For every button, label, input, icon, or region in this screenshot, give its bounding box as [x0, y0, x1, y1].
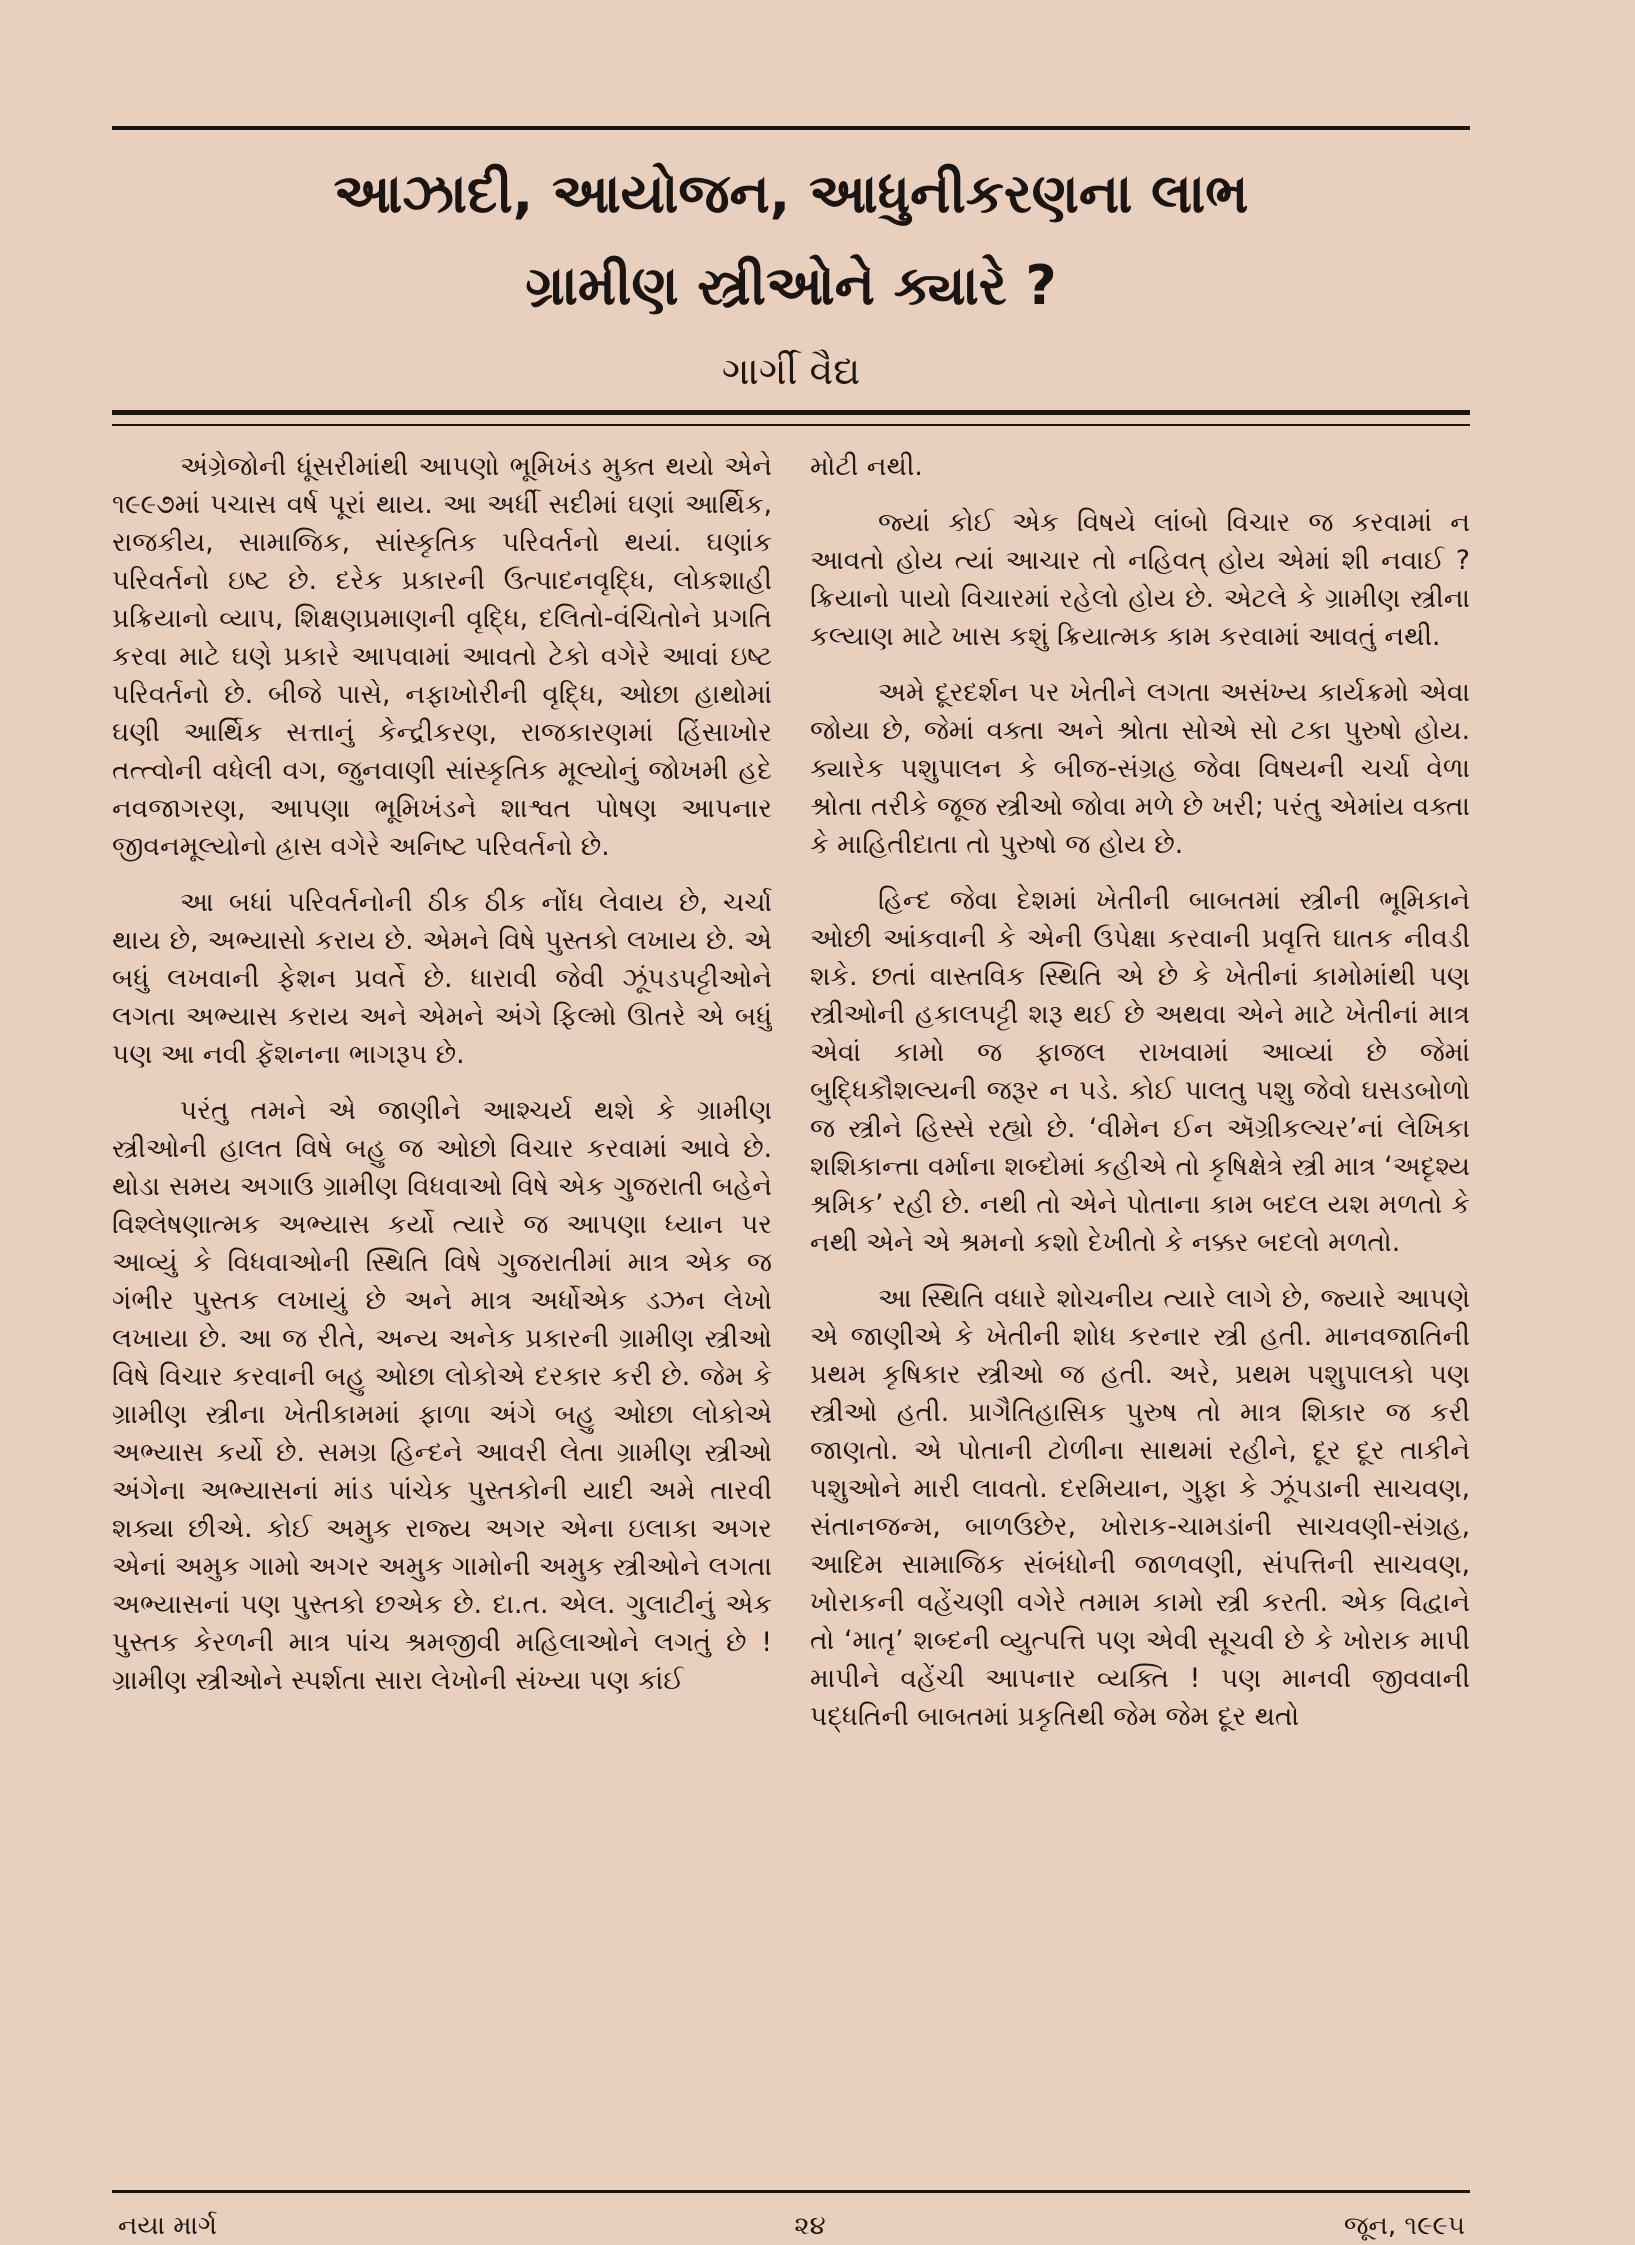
footer-page-number: ૨૪	[794, 2211, 826, 2241]
right-column	[810, 448, 1470, 2038]
footer-issue-date: જૂન, ૧૯૯૫	[1343, 2211, 1465, 2241]
footer-rule	[112, 2190, 1470, 2193]
article-title-line-1: આઝાદી, આયોજન, આધુનીકરણના લાભ	[333, 162, 1249, 225]
title-rule-thick	[112, 410, 1470, 415]
footer-magazine-name: નયા માર્ગ	[118, 2211, 218, 2241]
right-paragraph-5: આ સ્થિતિ વધારે શોચનીય ત્યારે લાગે છે, જ્યારે આપણે એ જાણીએ કે ખેતીની શોધ કરનાર સ્ત્રી હતી. માનવજાતિની પ્રથમ કૃષિકાર સ્ત્રીઓ જ હતી. અરે, પ્રથમ પશુપાલકો પણ સ્ત્રીઓ હતી. પ્રાગૈતિહાસિક પુરુષ તો માત્ર શિકાર જ કરી જાણતો. એ પોતાની ટોળીના સાથમાં રહીને, દૂર દૂર તાકીને પશુઓને મારી લાવતો. દરમિયાન, ગુફા કે ઝૂંપડાની સાચવણ, સંતાનજન્મ, બાળઉછેર, ખોરાક-ચામડાંની સાચવણી-સંગ્રહ, આદિમ સામાજિક સંબંધોની જાળવણી, સંપત્તિની સાચવણ, ખોરાકની વહેંચણી વગેરે તમામ કામો સ્ત્રી કરતી. એક વિદ્વાને તો ‘માતૃ’ શબ્દની વ્યુત્પત્તિ પણ એવી સૂચવી છે કે ખોરાક માપી માપીને વહેંચી આપનાર વ્યક્તિ ! પણ માનવી જીવવાની પદ્ધતિની બાબતમાં પ્રકૃતિથી જેમ જેમ દૂર થતો	[810, 1283, 1470, 1732]
right-paragraph-2: જ્યાં કોઈ એક વિષયે લાંબો વિચાર જ કરવામાં ન આવતો હોય ત્યાં આચાર તો નહિવત્ હોય એમાં શી નવાઈ ? ક્રિયાનો પાયો વિચારમાં રહેલો હોય છે. એટલે કે ગ્રામીણ સ્ત્રીના કલ્યાણ માટે ખાસ કશું ક્રિયાત્મક કામ કરવામાં આવતું નથી.	[810, 507, 1470, 652]
left-paragraph-3: પરંતુ તમને એ જાણીને આશ્ચર્ય થશે કે ગ્રામીણ સ્ત્રીઓની હાલત વિષે બહુ જ ઓછો વિચાર કરવામાં આવે છે. થોડા સમય અગાઉ ગ્રામીણ વિધવાઓ વિષે એક ગુજરાતી બહેને વિશ્લેષણાત્મક અભ્યાસ કર્યો ત્યારે જ આપણા ધ્યાન પર આવ્યું કે વિધવાઓની સ્થિતિ વિષે ગુજરાતીમાં માત્ર એક જ ગંભીર પુસ્તક લખાયું છે અને માત્ર અર્ધોએક ડઝન લેખો લખાયા છે. આ જ રીતે, અન્ય અનેક પ્રકારની ગ્રામીણ સ્ત્રીઓ વિષે વિચાર કરવાની બહુ ઓછા લોકોએ દરકાર કરી છે. જેમ કે ગ્રામીણ સ્ત્રીના ખેતીકામમાં ફાળા અંગે બહુ ઓછા લોકોએ અભ્યાસ કર્યો છે. સમગ્ર હિન્દને આવરી લેતા ગ્રામીણ સ્ત્રીઓ અંગેના અભ્યાસનાં માંડ પાંચેક પુસ્તકોની યાદી અમે તારવી શક્યા છીએ. કોઈ અમુક રાજ્ય અગર એના ઇલાકા અગર એનાં અમુક ગામો અગર અમુક ગામોની અમુક સ્ત્રીઓને લગતા અભ્યાસનાં પણ પુસ્તકો છએક છે. દા.ત. એલ. ગુલાટીનું એક પુસ્તક કેરળની માત્ર પાંચ શ્રમજીવી મહિલાઓને લગતું છે ! ગ્રામીણ સ્ત્રીઓને સ્પર્શતા સારા લેખોની સંખ્યા પણ કાંઈ	[112, 1095, 772, 1696]
right-paragraph-4: હિન્દ જેવા દેશમાં ખેતીની બાબતમાં સ્ત્રીની ભૂમિકાને ઓછી આંકવાની કે એની ઉપેક્ષા કરવાની પ્રવૃત્તિ ઘાતક નીવડી શકે. છતાં વાસ્તવિક સ્થિતિ એ છે કે ખેતીનાં કામોમાંથી પણ સ્ત્રીઓની હકાલપટ્ટી શરૂ થઈ છે અથવા એને માટે ખેતીનાં માત્ર એવાં કામો જ ફાજલ રાખવામાં આવ્યાં છે જેમાં બુદ્ધિકૌશલ્યની જરૂર ન પડે. કોઈ પાલતુ પશુ જેવો ઘસડબોળો જ સ્ત્રીને હિસ્સે રહ્યો છે. ‘વીમેન ઈન ઍગ્રીકલ્ચર’નાં લેખિકા શશિકાન્તા વર્માના શબ્દોમાં કહીએ તો કૃષિક્ષેત્રે સ્ત્રી માત્ર ‘અદૃશ્ય શ્રમિક’ રહી છે. નથી તો એને પોતાના કામ બદલ યશ મળતો કે નથી એને એ શ્રમનો કશો દેખીતો કે નક્કર બદલો મળતો.	[810, 885, 1470, 1258]
top-rule	[112, 126, 1470, 130]
right-paragraph-1: મોટી નથી.	[810, 451, 923, 482]
right-paragraph-3: અમે દૂરદર્શન પર ખેતીને લગતા અસંખ્ય કાર્યક્રમો એવા જોયા છે, જેમાં વક્તા અને શ્રોતા સોએ સો ટકા પુરુષો હોય. ક્યારેક પશુપાલન કે બીજ-સંગ્રહ જેવા વિષયની ચર્ચા વેળા શ્રોતા તરીકે જૂજ સ્ત્રીઓ જોવા મળે છે ખરી; પરંતુ એમાંય વક્તા કે માહિતીદાતા તો પુરુષો જ હોય છે.	[810, 677, 1470, 860]
left-paragraph-2: આ બધાં પરિવર્તનોની ઠીક ઠીક નોંધ લેવાય છે, ચર્ચા થાય છે, અભ્યાસો કરાય છે. એમને વિષે પુસ્તકો લખાય છે. એ બધું લખવાની ફેશન પ્રવર્તે છે. ધારાવી જેવી ઝૂંપડપટ્ટીઓને લગતા અભ્યાસ કરાય અને એમને અંગે ફિલ્મો ઊતરે એ બધું પણ આ નવી ફૅશનના ભાગરૂપ છે.	[112, 887, 772, 1070]
left-paragraph-1: અંગ્રેજોની ધૂંસરીમાંથી આપણો ભૂમિખંડ મુક્ત થયો એને ૧૯૯૭માં પચાસ વર્ષ પૂરાં થાય. આ અર્ધી સદીમાં ઘણાં આર્થિક, રાજકીય, સામાજિક, સાંસ્કૃતિક પરિવર્તનો થયાં. ઘણાંક પરિવર્તનો ઇષ્ટ છે. દરેક પ્રકારની ઉત્પાદનવૃદ્ધિ, લોકશાહી પ્રક્રિયાનો વ્યાપ, શિક્ષણપ્રમાણની વૃદ્ધિ, દલિતો-વંચિતોને પ્રગતિ કરવા માટે ઘણે પ્રકારે આપવામાં આવતો ટેકો વગેરે આવાં ઇષ્ટ પરિવર્તનો છે. બીજે પાસે, નફાખોરીની વૃદ્ધિ, ઓછા હાથોમાં ઘણી આર્થિક સત્તાનું કેન્દ્રીકરણ, રાજકારણમાં હિંસાખોર તત્ત્વોની વધેલી વગ, જુનવાણી સાંસ્કૃતિક મૂલ્યોનું જોખમી હદે નવજાગરણ, આપણા ભૂમિખંડને શાશ્વત પોષણ આપનાર જીવનમૂલ્યોનો હ્રાસ વગેરે અનિષ્ટ પરિવર્તનો છે.	[112, 451, 772, 862]
left-column	[112, 448, 772, 2038]
article-author: ગાર્ગી વૈદ્ય	[721, 349, 861, 393]
article-title-line-2: ગ્રામીણ સ્ત્રીઓને ક્યારે ?	[525, 254, 1057, 317]
title-rule-thin	[112, 424, 1470, 426]
